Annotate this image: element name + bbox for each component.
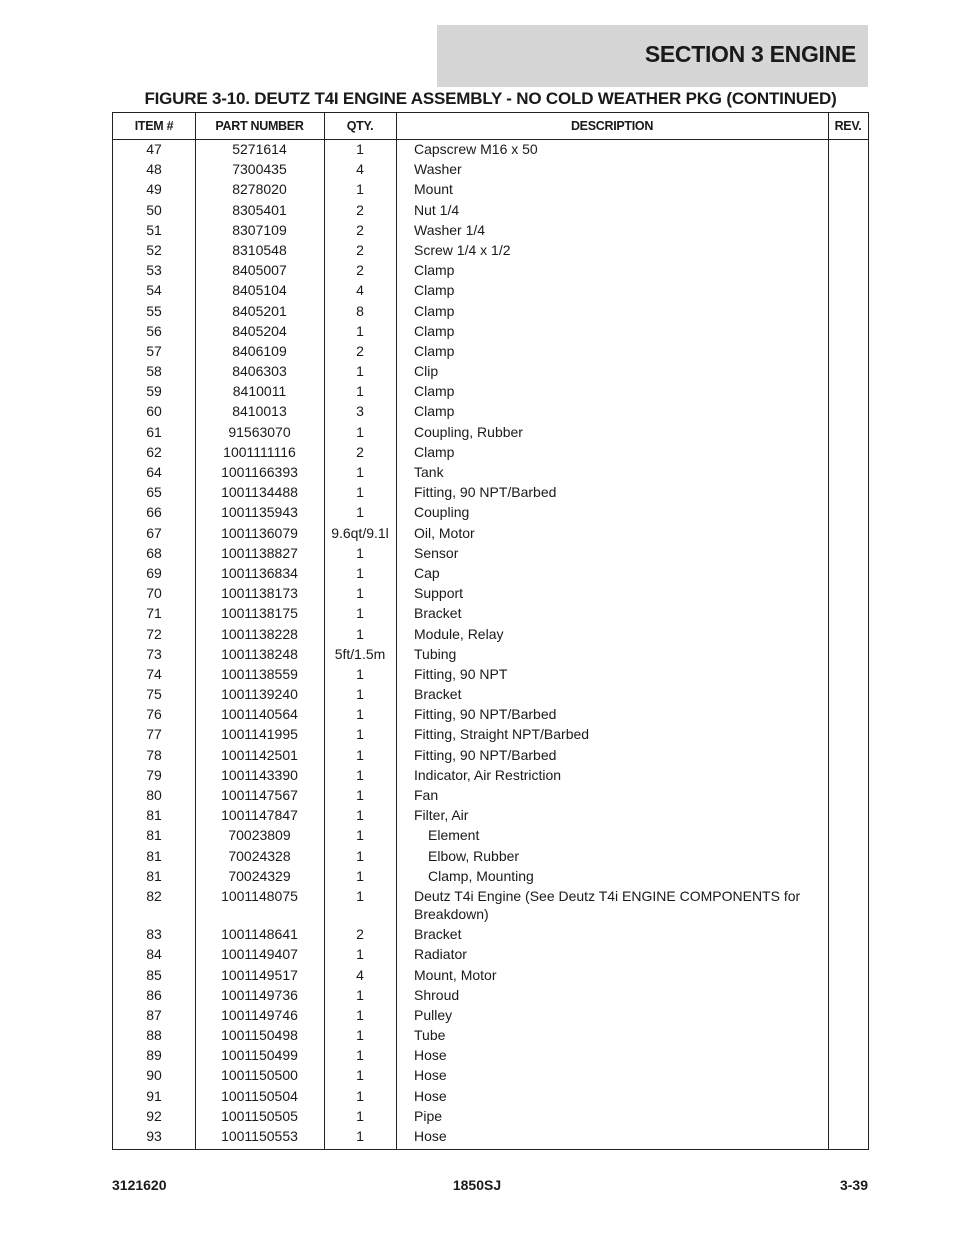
column-header-item: ITEM # xyxy=(134,119,174,133)
description-cell: Clamp xyxy=(414,322,455,339)
qty-cell: 1 xyxy=(356,726,364,743)
description-cell: Filter, Air xyxy=(414,807,469,824)
item-number-cell: 52 xyxy=(146,241,162,258)
item-number-cell: 67 xyxy=(146,524,162,541)
description-cell: Fitting, Straight NPT/Barbed xyxy=(414,726,590,743)
part-number-cell: 70023809 xyxy=(228,827,291,844)
part-number-cell: 8410013 xyxy=(232,403,287,420)
qty-cell: 2 xyxy=(356,342,364,359)
item-number-cell: 77 xyxy=(146,726,162,743)
part-number-cell: 1001111116 xyxy=(223,443,296,460)
table-row xyxy=(113,241,868,259)
table-row xyxy=(113,625,868,643)
table-row xyxy=(113,221,868,239)
table-row xyxy=(113,322,868,340)
description-cell: Fitting, 90 NPT/Barbed xyxy=(414,706,557,723)
qty-cell: 1 xyxy=(356,1107,364,1124)
item-number-cell: 66 xyxy=(146,504,162,521)
description-cell: Clamp xyxy=(414,262,455,279)
table-row xyxy=(113,201,868,219)
table-row xyxy=(113,665,868,683)
description-cell: Mount, Motor xyxy=(414,966,497,983)
qty-cell: 1 xyxy=(356,887,364,904)
table-row xyxy=(113,342,868,360)
qty-cell: 1 xyxy=(356,504,364,521)
qty-cell: 1 xyxy=(356,564,364,581)
qty-cell: 1 xyxy=(356,625,364,642)
item-number-cell: 48 xyxy=(146,161,162,178)
description-cell: Indicator, Air Restriction xyxy=(414,766,562,783)
table-row xyxy=(113,382,868,400)
description-cell: Module, Relay xyxy=(414,625,504,642)
table-row xyxy=(113,402,868,420)
qty-cell: 2 xyxy=(356,201,364,218)
table-row xyxy=(113,362,868,380)
description-cell: Oil, Motor xyxy=(414,524,475,541)
item-number-cell: 81 xyxy=(146,847,162,864)
description-cell: Clamp xyxy=(414,403,455,420)
item-number-cell: 81 xyxy=(146,827,162,844)
qty-cell: 1 xyxy=(356,766,364,783)
part-number-cell: 1001150499 xyxy=(221,1047,298,1064)
qty-cell: 1 xyxy=(356,464,364,480)
item-number-cell: 73 xyxy=(146,645,162,662)
qty-cell: 4 xyxy=(356,966,364,983)
table-row xyxy=(113,986,868,1004)
qty-cell: 2 xyxy=(356,926,364,943)
part-number-cell: 1001138228 xyxy=(221,625,298,642)
item-number-cell: 89 xyxy=(146,1047,162,1064)
table-row xyxy=(113,544,868,562)
table-row xyxy=(113,180,868,198)
part-number-cell: 8405204 xyxy=(232,322,287,339)
part-number-cell: 1001141995 xyxy=(221,726,298,743)
description-cell: Hose xyxy=(414,1087,447,1104)
qty-cell: 1 xyxy=(356,946,364,963)
item-number-cell: 76 xyxy=(146,706,162,723)
table-row xyxy=(113,746,868,764)
part-number-cell: 1001166393 xyxy=(221,464,298,480)
qty-cell: 1 xyxy=(356,847,364,864)
qty-cell: 8 xyxy=(356,302,364,319)
item-number-cell: 62 xyxy=(146,443,162,460)
description-cell: Clip xyxy=(414,363,439,380)
qty-cell: 5ft/1.5m xyxy=(334,645,386,662)
description-cell: Pipe xyxy=(414,1107,443,1124)
item-number-cell: 86 xyxy=(146,986,162,1003)
part-number-cell: 1001150505 xyxy=(221,1107,298,1124)
item-number-cell: 84 xyxy=(146,946,162,963)
qty-cell: 1 xyxy=(356,1027,364,1044)
part-number-cell: 1001150500 xyxy=(221,1067,298,1084)
qty-cell: 2 xyxy=(356,262,364,279)
qty-cell: 3 xyxy=(356,403,364,420)
qty-cell: 1 xyxy=(356,605,364,622)
item-number-cell: 65 xyxy=(146,484,162,501)
part-number-cell: 1001150504 xyxy=(221,1087,298,1104)
table-row xyxy=(113,1107,868,1125)
qty-cell: 1 xyxy=(356,181,364,198)
item-number-cell: 87 xyxy=(146,1006,162,1023)
qty-cell: 4 xyxy=(356,282,364,299)
table-row xyxy=(113,645,868,663)
qty-cell: 1 xyxy=(356,363,364,380)
description-cell: Pulley xyxy=(414,1006,453,1023)
qty-cell: 1 xyxy=(356,322,364,339)
qty-cell: 1 xyxy=(356,1128,364,1144)
table-row xyxy=(113,1006,868,1024)
part-number-cell: 8278020 xyxy=(232,181,287,198)
part-number-cell: 1001134488 xyxy=(221,484,298,501)
table-row xyxy=(113,867,868,885)
part-number-cell: 8406109 xyxy=(232,342,287,359)
column-header-description: DESCRIPTION xyxy=(570,119,654,133)
table-row xyxy=(113,261,868,279)
item-number-cell: 69 xyxy=(146,564,162,581)
description-cell: Clamp xyxy=(414,383,455,400)
description-cell: Washer xyxy=(414,161,462,178)
qty-cell: 2 xyxy=(356,221,364,238)
table-row xyxy=(113,1046,868,1064)
table-row xyxy=(113,826,868,844)
qty-cell: 1 xyxy=(356,1047,364,1064)
description-cell: Hose xyxy=(414,1047,447,1064)
part-number-cell: 1001148075 xyxy=(221,887,298,904)
description-cell: Bracket xyxy=(414,686,462,703)
qty-cell: 1 xyxy=(356,484,364,501)
table-row xyxy=(113,1127,868,1145)
section-title: SECTION 3 ENGINE xyxy=(644,41,856,67)
item-number-cell: 88 xyxy=(146,1027,162,1044)
item-number-cell: 53 xyxy=(146,262,162,279)
description-cell: Fitting, 90 NPT xyxy=(414,665,508,682)
part-number-cell: 1001149746 xyxy=(221,1006,298,1023)
qty-cell: 1 xyxy=(356,423,364,440)
table-row xyxy=(113,945,868,963)
table-row xyxy=(113,966,868,984)
item-number-cell: 56 xyxy=(146,322,162,339)
qty-cell: 1 xyxy=(356,665,364,682)
item-number-cell: 80 xyxy=(146,787,162,803)
description-cell: Clamp xyxy=(414,342,455,359)
part-number-cell: 8405104 xyxy=(232,282,287,299)
column-header-qty: QTY. xyxy=(346,119,374,133)
qty-cell: 1 xyxy=(356,986,364,1003)
qty-cell: 1 xyxy=(356,706,364,723)
section-header-band xyxy=(437,25,868,87)
item-number-cell: 70 xyxy=(146,585,162,602)
item-number-cell: 75 xyxy=(146,686,162,703)
table-row xyxy=(113,423,868,441)
part-number-cell: 1001139240 xyxy=(221,686,298,703)
item-number-cell: 72 xyxy=(146,625,162,642)
description-cell: Tube xyxy=(414,1027,446,1044)
description-cell: Bracket xyxy=(414,605,462,622)
description-cell: Clamp xyxy=(414,302,455,319)
table-row xyxy=(113,1087,868,1105)
item-number-cell: 79 xyxy=(146,766,162,783)
qty-cell: 1 xyxy=(356,787,364,803)
item-number-cell: 90 xyxy=(146,1067,162,1084)
item-number-cell: 50 xyxy=(146,201,162,218)
part-number-cell: 1001138175 xyxy=(221,605,298,622)
table-body xyxy=(113,140,868,1145)
table-row xyxy=(113,503,868,521)
table-row xyxy=(113,705,868,723)
description-cell: Fitting, 90 NPT/Barbed xyxy=(414,746,557,763)
qty-cell: 9.6qt/9.1l xyxy=(331,524,389,541)
part-number-cell: 1001149407 xyxy=(221,946,298,963)
part-number-cell: 8307109 xyxy=(232,221,287,238)
qty-cell: 1 xyxy=(356,827,364,844)
table-row xyxy=(113,443,868,461)
qty-cell: 2 xyxy=(356,241,364,258)
qty-cell: 1 xyxy=(356,1067,364,1084)
part-number-cell: 1001149517 xyxy=(221,966,298,983)
parts-table xyxy=(112,112,869,1150)
item-number-cell: 91 xyxy=(146,1087,162,1104)
description-cell: Tank xyxy=(414,464,444,480)
item-number-cell: 58 xyxy=(146,363,162,380)
figure-title: FIGURE 3-10. DEUTZ T4I ENGINE ASSEMBLY - NO COLD WEATHER PKG (CONTINUED) xyxy=(144,89,837,108)
description-cell: Fitting, 90 NPT/Barbed xyxy=(414,484,557,501)
table-row xyxy=(113,140,868,158)
item-number-cell: 93 xyxy=(146,1128,162,1144)
part-number-cell: 8410011 xyxy=(232,383,287,400)
part-number-cell: 1001136834 xyxy=(221,564,298,581)
part-number-cell: 8406303 xyxy=(232,363,287,380)
description-cell: Hose xyxy=(414,1067,447,1084)
part-number-cell: 1001150498 xyxy=(221,1027,298,1044)
qty-cell: 1 xyxy=(356,141,364,157)
item-number-cell: 55 xyxy=(146,302,162,319)
table-row xyxy=(113,524,868,542)
table-row xyxy=(113,604,868,622)
part-number-cell: 70024329 xyxy=(228,867,291,884)
item-number-cell: 83 xyxy=(146,926,162,943)
qty-cell: 4 xyxy=(356,161,364,178)
item-number-cell: 68 xyxy=(146,544,162,561)
description-cell: Clamp xyxy=(414,443,455,460)
table-row xyxy=(113,302,868,320)
item-number-cell: 60 xyxy=(146,403,162,420)
qty-cell: 1 xyxy=(356,544,364,561)
item-number-cell: 49 xyxy=(146,181,162,198)
item-number-cell: 59 xyxy=(146,383,162,400)
description-cell: Tubing xyxy=(414,645,457,662)
part-number-cell: 1001147847 xyxy=(221,807,298,824)
part-number-cell: 1001143390 xyxy=(221,766,298,783)
item-number-cell: 78 xyxy=(146,746,162,763)
item-number-cell: 51 xyxy=(146,221,162,238)
item-number-cell: 82 xyxy=(146,887,162,904)
description-cell: Bracket xyxy=(414,926,462,943)
item-number-cell: 92 xyxy=(146,1107,162,1124)
qty-cell: 1 xyxy=(356,1006,364,1023)
table-row xyxy=(113,281,868,299)
table-row xyxy=(113,564,868,582)
item-number-cell: 81 xyxy=(146,867,162,884)
description-cell: Mount xyxy=(414,181,453,198)
description-cell: Element xyxy=(428,827,480,844)
part-number-cell: 8305401 xyxy=(232,201,287,218)
item-number-cell: 71 xyxy=(146,605,162,622)
description-cell: Clamp xyxy=(414,282,455,299)
description-cell: Deutz T4i Engine (See Deutz T4i ENGINE COMPONENTS for Breakdown) xyxy=(414,887,801,922)
table-row xyxy=(113,463,868,481)
part-number-cell: 1001148641 xyxy=(221,926,298,943)
part-number-cell: 8405201 xyxy=(232,302,287,319)
part-number-cell: 1001138248 xyxy=(221,645,298,662)
part-number-cell: 8310548 xyxy=(232,241,287,258)
table-row xyxy=(113,786,868,804)
item-number-cell: 57 xyxy=(146,342,162,359)
part-number-cell: 1001147567 xyxy=(221,787,298,803)
qty-cell: 1 xyxy=(356,807,364,824)
description-cell: Nut 1/4 xyxy=(414,201,460,218)
description-cell: Shroud xyxy=(414,986,460,1003)
part-number-cell: 7300435 xyxy=(232,161,287,178)
table-row xyxy=(113,685,868,703)
part-number-cell: 1001140564 xyxy=(221,706,298,723)
part-number-cell: 70024328 xyxy=(228,847,291,864)
part-number-cell: 1001150553 xyxy=(221,1128,298,1144)
qty-cell: 1 xyxy=(356,746,364,763)
description-cell: Cap xyxy=(414,564,440,581)
qty-cell: 2 xyxy=(356,443,364,460)
item-number-cell: 61 xyxy=(146,423,162,440)
part-number-cell: 5271614 xyxy=(232,141,287,157)
item-number-cell: 47 xyxy=(146,141,162,157)
table-row xyxy=(113,925,868,943)
table-row xyxy=(113,1026,868,1044)
footer-model: 1850SJ xyxy=(452,1177,502,1193)
item-number-cell: 81 xyxy=(146,807,162,824)
part-number-cell: 91563070 xyxy=(228,423,291,440)
description-cell: Hose xyxy=(414,1128,447,1144)
part-number-cell: 8405007 xyxy=(232,262,287,279)
description-cell: Capscrew M16 x 50 xyxy=(414,141,538,157)
item-number-cell: 64 xyxy=(146,464,162,480)
table-row xyxy=(113,887,868,923)
qty-cell: 1 xyxy=(356,867,364,884)
table-row xyxy=(113,584,868,602)
table-row xyxy=(113,725,868,743)
qty-cell: 1 xyxy=(356,383,364,400)
description-cell: Coupling xyxy=(414,504,470,521)
table-row xyxy=(113,483,868,501)
table-row xyxy=(113,806,868,824)
footer-page-number: 3-39 xyxy=(839,1177,868,1193)
part-number-cell: 1001138559 xyxy=(221,665,298,682)
description-cell: Clamp, Mounting xyxy=(428,867,534,884)
table-row xyxy=(113,847,868,865)
description-cell: Sensor xyxy=(414,544,459,561)
item-number-cell: 54 xyxy=(146,282,162,299)
description-cell: Fan xyxy=(414,787,439,803)
description-cell: Coupling, Rubber xyxy=(414,423,523,440)
description-cell: Elbow, Rubber xyxy=(428,847,520,864)
column-header-rev: REV. xyxy=(834,119,862,133)
table-row xyxy=(113,1066,868,1084)
table-row xyxy=(113,766,868,784)
table-header-row xyxy=(113,113,868,140)
part-number-cell: 1001138827 xyxy=(221,544,298,561)
qty-cell: 1 xyxy=(356,585,364,602)
description-cell: Washer 1/4 xyxy=(414,221,486,238)
description-cell: Support xyxy=(414,585,464,602)
description-cell: Radiator xyxy=(414,946,467,963)
qty-cell: 1 xyxy=(356,686,364,703)
table-row xyxy=(113,160,868,178)
item-number-cell: 85 xyxy=(146,966,162,983)
item-number-cell: 74 xyxy=(146,665,162,682)
part-number-cell: 1001149736 xyxy=(221,986,298,1003)
part-number-cell: 1001135943 xyxy=(221,504,298,521)
part-number-cell: 1001142501 xyxy=(221,746,298,763)
part-number-cell: 1001138173 xyxy=(221,585,298,602)
part-number-cell: 1001136079 xyxy=(221,524,298,541)
footer-doc-number: 3121620 xyxy=(112,1177,167,1193)
qty-cell: 1 xyxy=(356,1087,364,1104)
column-header-part-number: PART NUMBER xyxy=(215,119,304,133)
description-cell: Screw 1/4 x 1/2 xyxy=(414,241,511,258)
